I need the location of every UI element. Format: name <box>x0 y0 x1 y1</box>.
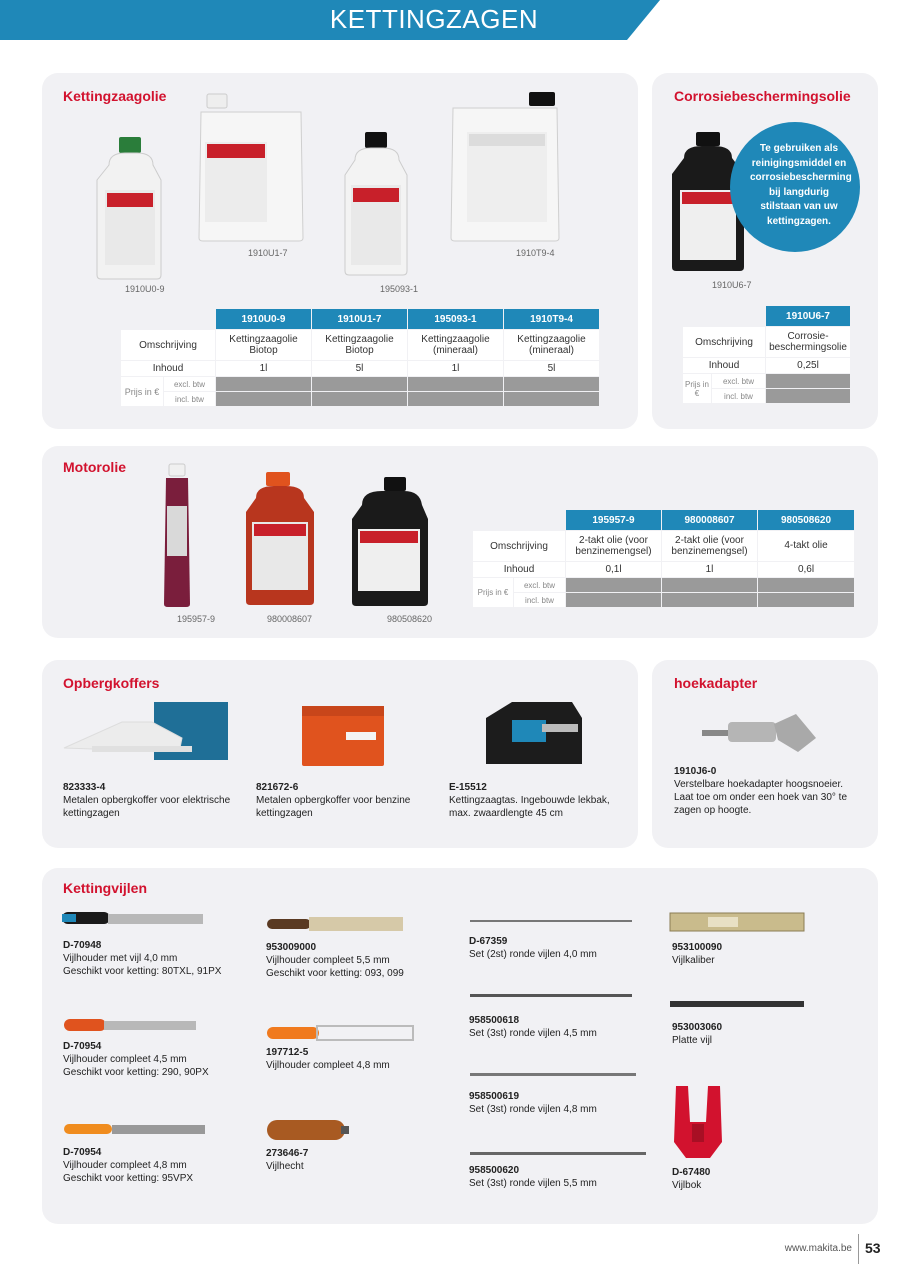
price-cell <box>216 392 311 406</box>
price-cell <box>662 593 757 607</box>
item-D-67359 <box>469 935 659 961</box>
price-cell <box>408 377 503 391</box>
item-extra: Geschikt voor ketting: 80TXL, 91PX <box>63 966 222 977</box>
item-desc: Vijlhouder compleet 5,5 mm <box>266 955 390 966</box>
price-cell <box>766 389 850 403</box>
product-image-D-70948 <box>60 908 205 928</box>
column-header: 195957-9 <box>566 510 661 530</box>
price-cell <box>504 392 599 406</box>
item-extra: Geschikt voor ketting: 95VPX <box>63 1173 194 1184</box>
item-code: D-67480 <box>672 1167 711 1178</box>
product-image-197712-5 <box>265 1022 415 1044</box>
item-extra: Geschikt voor ketting: 093, 099 <box>266 968 404 979</box>
product-image-821672-6 <box>300 700 386 768</box>
column-header: 1910T9-4 <box>504 309 599 329</box>
column-header: 1910U0-9 <box>216 309 311 329</box>
product-image-980508620 <box>350 475 430 607</box>
product-image-958500620 <box>468 1151 648 1157</box>
row-label-excl: excl. btw <box>712 374 765 388</box>
item-958500620 <box>469 1164 659 1190</box>
item-desc: Metalen opbergkoffer voor elektrische kettingzagen <box>63 795 231 819</box>
column-header: 1910U6-7 <box>766 306 850 326</box>
row-label-inhoud: Inhoud <box>121 361 215 376</box>
row-label-inhoud: Inhoud <box>473 562 565 577</box>
item-desc: Vijlhouder met vijl 4,0 mm <box>63 953 178 964</box>
cell-desc: 4-takt olie <box>758 531 854 561</box>
product-image-195093-1 <box>343 130 411 276</box>
row-label-prijs: Prijs in € <box>121 377 163 406</box>
price-cell <box>312 377 407 391</box>
item-code: 958500620 <box>469 1165 520 1176</box>
row-label-prijs: Prijs in € <box>683 374 711 403</box>
cell-inhoud: 5l <box>504 361 599 376</box>
item-953003060 <box>672 1021 862 1047</box>
row-label-omschrijving: Omschrijving <box>121 330 215 360</box>
price-cell <box>408 392 503 406</box>
item-code: 273646-7 <box>266 1148 309 1159</box>
row-label-inhoud: Inhoud <box>683 358 765 373</box>
item-821672-6 <box>256 781 426 820</box>
cell-desc: 2-takt olie (voor benzinemengsel) <box>566 531 661 561</box>
cell-inhoud: 0,1l <box>566 562 661 577</box>
product-image-1910U1-7 <box>195 92 307 242</box>
callout-bubble: Te gebruiken als reinigingsmiddel en corrosiebescherming bij langdurig stilstaan van uw kettingzagen. <box>730 122 860 252</box>
column-header: 1910U1-7 <box>312 309 407 329</box>
item-code: D-70954 <box>63 1041 102 1052</box>
price-cell <box>662 578 757 592</box>
item-desc: Set (3st) ronde vijlen 4,8 mm <box>469 1104 597 1115</box>
section-title-hoekadapter: hoekadapter <box>674 675 758 691</box>
code-label-195957-9: 195957-9 <box>177 614 216 624</box>
item-desc: Set (2st) ronde vijlen 4,0 mm <box>469 949 597 960</box>
price-cell <box>766 374 850 388</box>
price-cell <box>312 392 407 406</box>
item-desc: Verstelbare hoekadapter hoogsnoeier. Laat toe om onder een hoek van 30° te zagen op hoogte. <box>674 779 848 816</box>
code-label-980508620: 980508620 <box>387 614 433 624</box>
cell-desc: Kettingzaagolie Biotop <box>312 330 407 360</box>
product-image-1910J6-0 <box>700 708 820 756</box>
product-image-953003060 <box>668 998 806 1010</box>
item-desc: Metalen opbergkoffer voor benzine kettingzagen <box>256 795 411 819</box>
item-code: 958500619 <box>469 1091 520 1102</box>
item-E-15512 <box>449 781 624 820</box>
column-header: 980008607 <box>662 510 757 530</box>
spec-table-motorolie <box>472 509 855 608</box>
row-label-prijs: Prijs in € <box>473 578 513 607</box>
price-cell <box>216 377 311 391</box>
item-desc: Vijlhouder compleet 4,8 mm <box>63 1160 187 1171</box>
cell-desc: Kettingzaagolie (mineraal) <box>504 330 599 360</box>
cell-inhoud: 0,6l <box>758 562 854 577</box>
item-code: 958500618 <box>469 1015 520 1026</box>
item-code: 953003060 <box>672 1022 723 1033</box>
product-image-953009000 <box>265 913 405 935</box>
item-code: D-67359 <box>469 936 508 947</box>
product-image-823333-4 <box>62 698 232 770</box>
item-code: 821672-6 <box>256 782 299 793</box>
product-image-195957-9 <box>160 462 194 608</box>
code-label-980008607: 980008607 <box>267 614 313 624</box>
product-image-958500619 <box>468 1072 638 1078</box>
price-cell <box>504 377 599 391</box>
price-cell <box>758 578 854 592</box>
price-cell <box>566 593 661 607</box>
item-code: 1910J6-0 <box>674 766 717 777</box>
spec-table-corrosie <box>682 305 851 404</box>
item-desc: Vijlbok <box>672 1180 702 1191</box>
code-label-1910U0-9: 1910U0-9 <box>125 284 165 294</box>
product-image-953100090 <box>668 910 806 934</box>
row-label-omschrijving: Omschrijving <box>683 327 765 357</box>
cell-inhoud: 1l <box>216 361 311 376</box>
product-image-1910U0-9 <box>95 135 167 280</box>
page-number: 53 <box>865 1240 881 1256</box>
column-header: 980508620 <box>758 510 854 530</box>
item-code: D-70954 <box>63 1147 102 1158</box>
row-label-excl: excl. btw <box>164 377 215 391</box>
product-image-D-67359 <box>468 918 634 924</box>
cell-desc: Kettingzaagolie Biotop <box>216 330 311 360</box>
row-label-incl: incl. btw <box>712 389 765 403</box>
row-label-omschrijving: Omschrijving <box>473 531 565 561</box>
cell-inhoud: 1l <box>408 361 503 376</box>
item-953100090 <box>672 941 862 967</box>
product-image-980008607 <box>244 470 318 606</box>
item-code: E-15512 <box>449 782 487 793</box>
cell-desc: Corrosie-beschermingsolie <box>766 327 850 357</box>
product-image-D-70954-b <box>62 1120 207 1138</box>
section-title-kettingvijlen: Kettingvijlen <box>63 880 148 896</box>
item-desc: Set (3st) ronde vijlen 5,5 mm <box>469 1178 597 1189</box>
section-title-corrosiebeschermingsolie: Corrosiebeschermingsolie <box>674 88 851 104</box>
product-image-E-15512 <box>482 698 586 768</box>
footer-url: www.makita.be <box>784 1243 852 1254</box>
item-extra: Geschikt voor ketting: 290, 90PX <box>63 1067 209 1078</box>
item-desc: Kettingzaagtas. Ingebouwde lekbak, max. zwaardlengte 45 cm <box>449 795 610 819</box>
item-code: D-70948 <box>63 940 102 951</box>
cell-inhoud: 0,25l <box>766 358 850 373</box>
product-image-273646-7 <box>265 1118 351 1142</box>
item-D-70954-b <box>63 1146 253 1185</box>
item-code: 197712-5 <box>266 1047 309 1058</box>
product-image-1910T9-4 <box>447 90 562 242</box>
row-label-incl: incl. btw <box>164 392 215 406</box>
code-label-195093-1: 195093-1 <box>380 284 419 294</box>
item-953009000 <box>266 941 456 980</box>
item-desc: Vijlhecht <box>266 1161 304 1172</box>
spec-table-kettingzaagolie <box>120 308 600 407</box>
cell-inhoud: 5l <box>312 361 407 376</box>
item-desc: Vijlhouder compleet 4,5 mm <box>63 1054 187 1065</box>
item-273646-7 <box>266 1147 456 1173</box>
section-title-opbergkoffers: Opbergkoffers <box>63 675 160 691</box>
price-cell <box>566 578 661 592</box>
price-cell <box>758 593 854 607</box>
item-code: 823333-4 <box>63 782 106 793</box>
item-197712-5 <box>266 1046 456 1072</box>
cell-desc: 2-takt olie (voor benzinemengsel) <box>662 531 757 561</box>
item-958500619 <box>469 1090 659 1116</box>
item-823333-4 <box>63 781 233 820</box>
item-desc: Vijlhouder compleet 4,8 mm <box>266 1060 390 1071</box>
row-label-excl: excl. btw <box>514 578 565 592</box>
page-title: KETTINGZAGEN <box>329 4 539 34</box>
item-desc: Set (3st) ronde vijlen 4,5 mm <box>469 1028 597 1039</box>
item-1910J6-0 <box>674 765 864 817</box>
cell-desc: Kettingzaagolie (mineraal) <box>408 330 503 360</box>
item-958500618 <box>469 1014 659 1040</box>
section-title-motorolie: Motorolie <box>63 459 126 475</box>
code-label-1910U6-7: 1910U6-7 <box>712 280 752 290</box>
item-code: 953100090 <box>672 942 723 953</box>
code-label-1910U1-7: 1910U1-7 <box>248 248 288 258</box>
column-header: 195093-1 <box>408 309 503 329</box>
item-D-70948 <box>63 939 253 978</box>
code-label-1910T9-4: 1910T9-4 <box>516 248 555 258</box>
item-D-67480 <box>672 1166 862 1192</box>
product-image-958500618 <box>468 993 634 999</box>
item-desc: Vijlkaliber <box>672 955 715 966</box>
footer-separator <box>858 1234 859 1264</box>
item-code: 953009000 <box>266 942 317 953</box>
item-desc: Platte vijl <box>672 1035 713 1046</box>
item-D-70954-a <box>63 1040 253 1079</box>
product-image-D-70954-a <box>62 1016 198 1034</box>
row-label-incl: incl. btw <box>514 593 565 607</box>
cell-inhoud: 1l <box>662 562 757 577</box>
product-image-D-67480 <box>670 1082 726 1160</box>
section-title-kettingzaagolie: Kettingzaagolie <box>63 88 167 104</box>
